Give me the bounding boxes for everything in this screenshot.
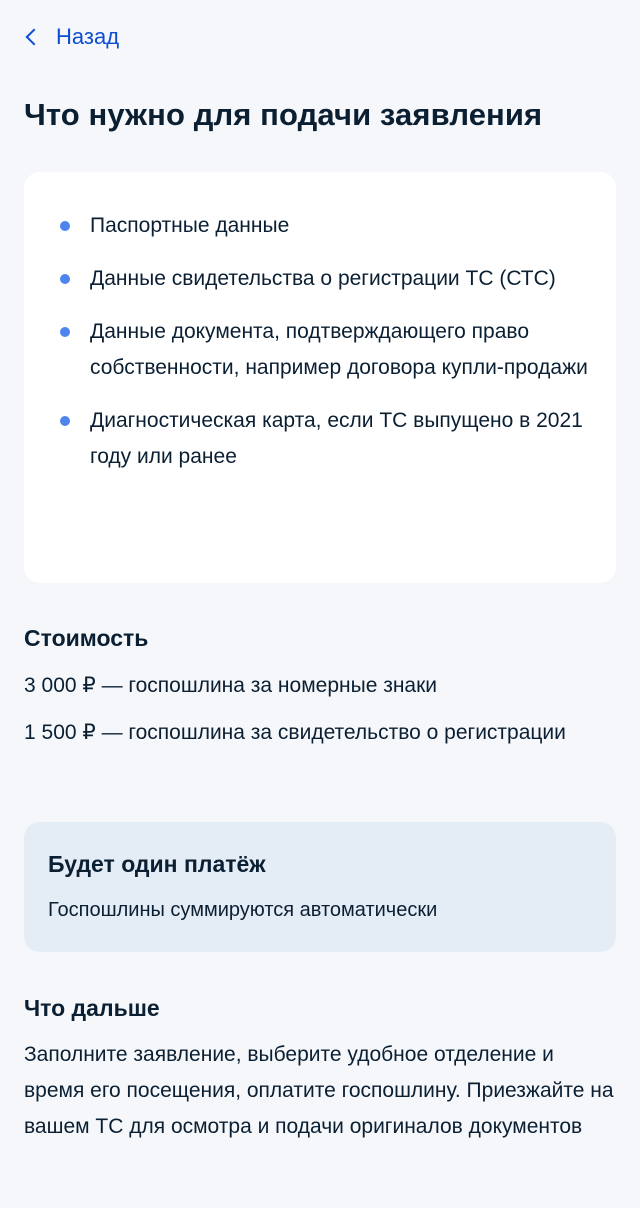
back-link-label: Назад bbox=[56, 24, 120, 49]
requirement-text: Диагностическая карта, если ТС выпущено в 2021 году или ранее bbox=[90, 409, 583, 468]
cost-line-certificate: 1 500 ₽ — госпошлина за свидетельство о регистрации bbox=[24, 721, 566, 744]
back-link[interactable] bbox=[24, 20, 119, 54]
single-payment-title: Будет один платёж bbox=[48, 851, 266, 877]
bullet-dot-icon bbox=[60, 327, 70, 337]
requirements-card bbox=[24, 172, 616, 583]
single-payment-text: Госпошлины суммируются автоматически bbox=[48, 899, 438, 921]
requirement-item bbox=[60, 208, 592, 244]
bullet-dot-icon bbox=[60, 274, 70, 284]
requirement-text: Паспортные данные bbox=[90, 214, 290, 237]
next-steps-text: Заполните заявление, выберите удобное отделение и время его посещения, оплатите госпошлину. Приезжайте на вашем ТС для осмотра и подачи оригиналов документов bbox=[24, 1043, 614, 1138]
next-steps-heading: Что дальше bbox=[24, 995, 160, 1021]
requirements-list bbox=[60, 208, 592, 475]
chevron-left-icon bbox=[26, 29, 43, 46]
requirement-item bbox=[60, 261, 592, 297]
bullet-dot-icon bbox=[60, 416, 70, 426]
page-title: Что нужно для подачи заявления bbox=[24, 97, 543, 132]
single-payment-notice bbox=[24, 822, 616, 952]
requirement-text: Данные документа, подтверждающего право собственности, например договора купли-продажи bbox=[90, 320, 588, 379]
cost-line-plates: 3 000 ₽ — госпошлина за номерные знаки bbox=[24, 674, 438, 697]
bullet-dot-icon bbox=[60, 221, 70, 231]
cost-heading: Стоимость bbox=[24, 625, 149, 651]
requirement-item bbox=[60, 314, 592, 386]
requirement-item bbox=[60, 403, 592, 475]
requirement-text: Данные свидетельства о регистрации ТС (СТС) bbox=[90, 267, 556, 290]
